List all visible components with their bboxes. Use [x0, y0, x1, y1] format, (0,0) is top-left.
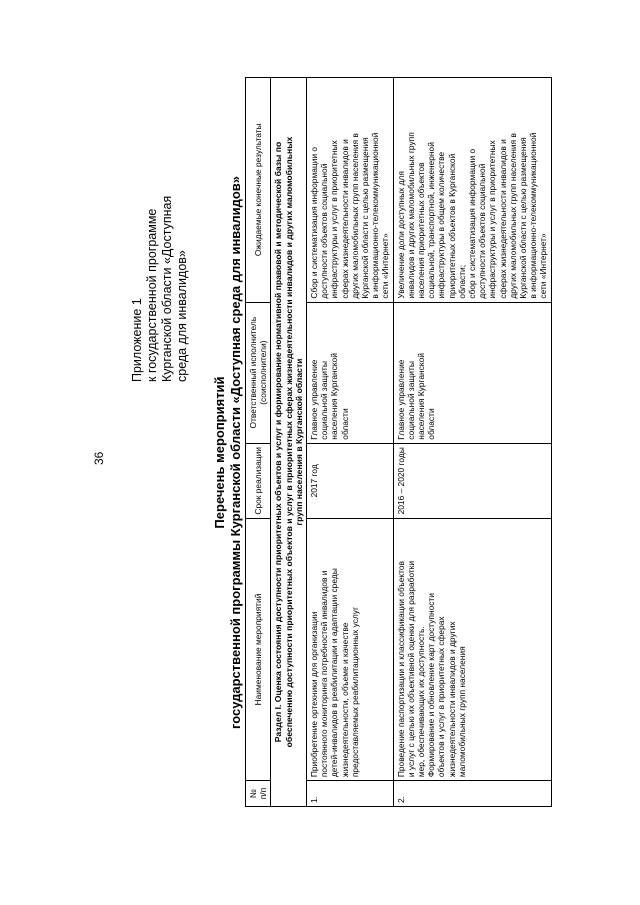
title-line: государственной программы Курганской области «Доступная среда для инвалидов»	[228, 175, 243, 730]
row-num: 1.	[307, 781, 394, 807]
row-executor: Главное управление социальной защиты населения Курганской области	[393, 302, 551, 443]
appendix-line: Курганской области «Доступная	[160, 195, 174, 382]
row-term: 2016 – 2020 годы	[393, 443, 551, 518]
page-number: 36	[92, 451, 106, 465]
row-result: Сбор и систематизация информации о доступности объектов социальной инфраструктуры и услуг в приоритетных сферах жизнедеятельности инвалидов и других маломобильных групп населения в Курганской области с целью размещения в информационно-телекоммуникационной сети «Интернет»	[307, 78, 394, 303]
row-name: Проведение паспортизации и классификации объектов и услуг с целью их объективной оценки для разработки мер, обеспечивающих их доступность. Формирование и обновление карт доступности объектов и услуг в приоритетных сферах жизнедеятельности инвалидов и других маломобильных групп населения	[393, 518, 551, 780]
header-term: Срок реализации	[246, 443, 271, 518]
row-executor: Главное управление социальной защиты населения Курганской области	[307, 302, 394, 443]
section-heading: Раздел I. Оценка состояния доступности приоритетных объектов и услуг и формирование нормативной правовой и методической базы по обеспечению доступности приоритетных объектов и услуг в приоритетных сферах жизнедеятельности инвалидов и других маломобильных групп населения в Курганской области	[271, 78, 307, 807]
document-title	[212, 0, 244, 905]
row-num: 2.	[393, 781, 551, 807]
appendix-line: к государственной программе	[145, 208, 159, 382]
section-row	[271, 78, 307, 807]
header-executor: Ответственный исполнитель (соисполнители)	[246, 302, 271, 443]
header-name: Наименование мероприятий	[246, 518, 271, 780]
title-line: Перечень мероприятий	[212, 376, 227, 529]
row-term: 2017 год	[307, 443, 394, 518]
table-row	[307, 78, 394, 807]
measures-table	[245, 77, 552, 807]
table-row	[393, 78, 551, 807]
appendix-line: среда для инвалидов»	[175, 250, 189, 382]
appendix-note	[130, 142, 190, 382]
table-header-row	[246, 78, 271, 807]
row-name: Приобретение ортехники для организации постоянного мониторинга потребностей инвалидов и детей-инвалидов в реабилитации и адаптации среды жизнедеятельности, объеме и качестве предоставляемых реабилитационных услуг	[307, 518, 394, 780]
header-num: № п/п	[246, 781, 271, 807]
row-result: Увеличение доли доступных для инвалидов и других маломобильных групп населения приоритетных объектов социальной, транспортной, инженерной инфраструктуры в общем количестве приоритетных объектов в Курганской области; сбор и систематизация информации о доступности объектов социальной инфраструктуры и услуг в приоритетных сферах жизнедеятельности инвалидов и других маломобильных групп населения в Курганской области с целью размещения в информационно-телекоммуникационной сети «Интернет»	[393, 78, 551, 303]
appendix-line: Приложение 1	[130, 298, 144, 382]
header-results: Ожидаемые конечные результаты	[246, 78, 271, 303]
